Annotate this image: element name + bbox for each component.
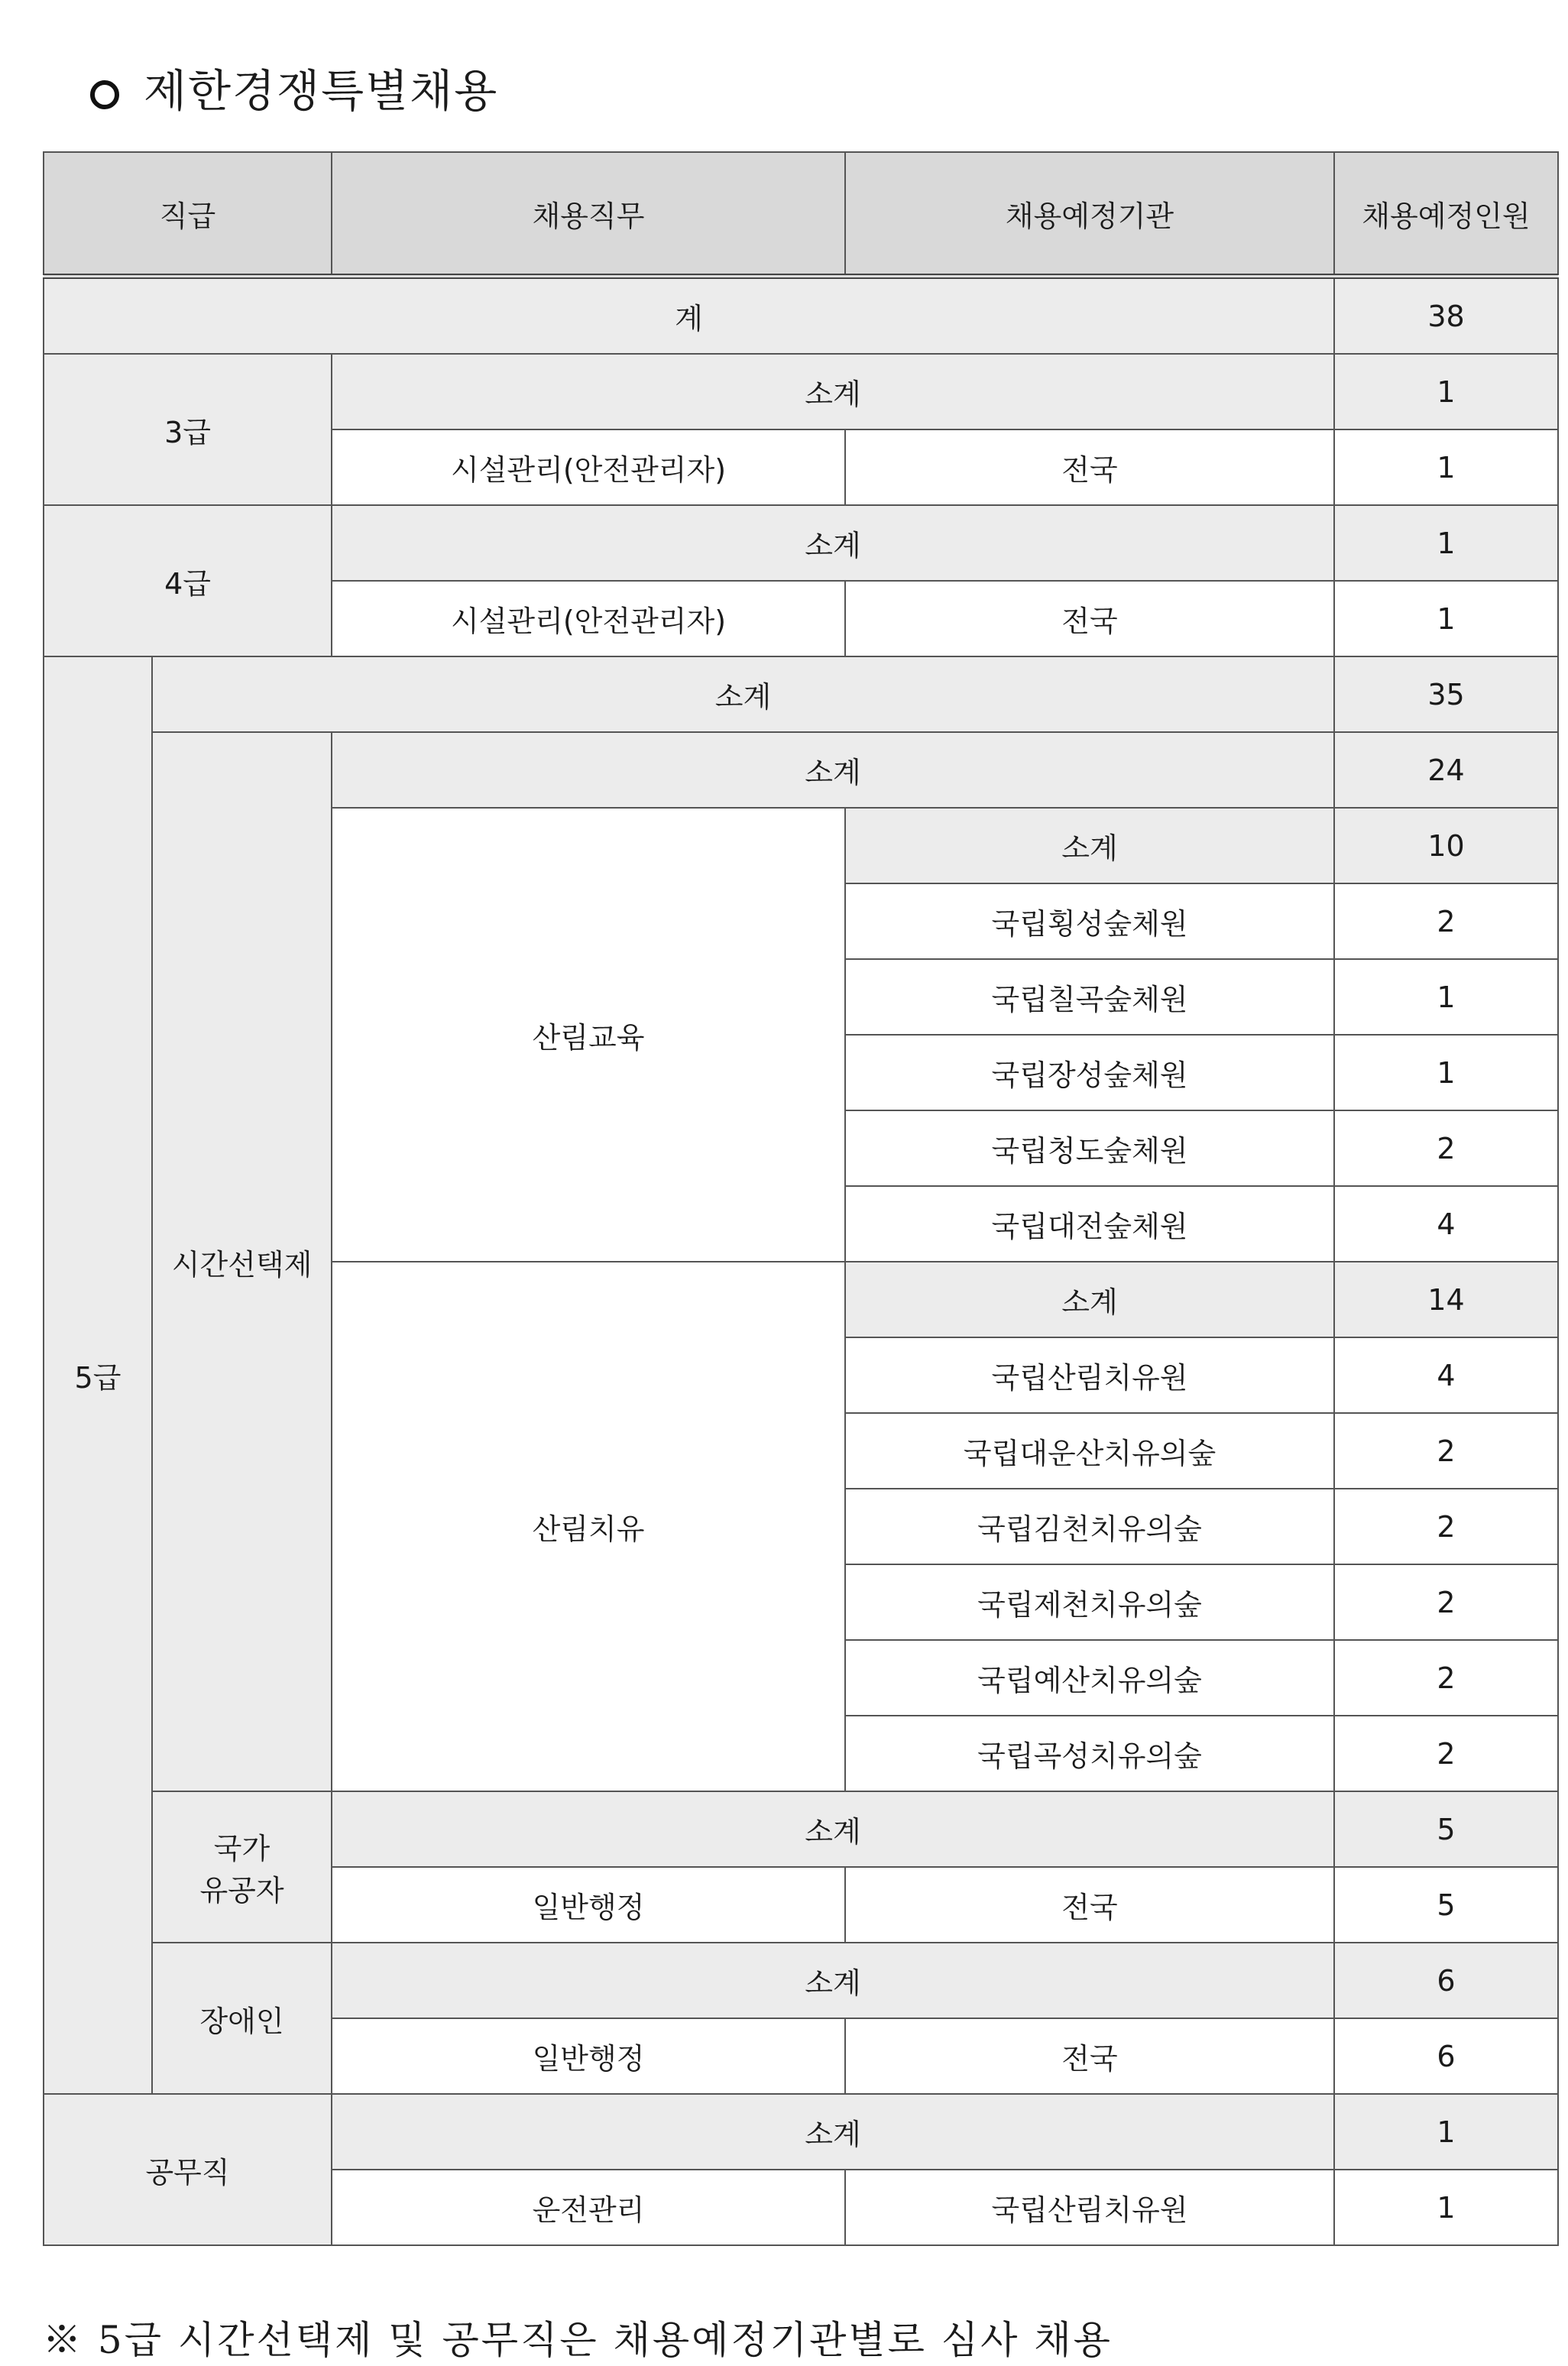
- section-heading: [90, 55, 498, 119]
- header-row: [44, 152, 1558, 277]
- count-cell: 2: [1334, 1716, 1558, 1791]
- disabled-label: 장애인: [152, 1943, 332, 2094]
- public-subtotal-row: [44, 2094, 1558, 2170]
- public-label: 공무직: [44, 2094, 332, 2245]
- count-cell: 2: [1334, 1564, 1558, 1640]
- grade3-subtotal: 1: [1334, 354, 1558, 429]
- count-cell: 1: [1334, 959, 1558, 1035]
- agency-cell: 국립장성숲체원: [845, 1035, 1334, 1110]
- public-duty: 운전관리: [332, 2170, 845, 2245]
- veteran-label: [152, 1791, 332, 1943]
- agency-cell: 국립칠곡숲체원: [845, 959, 1334, 1035]
- timeselect-subtotal-row: [44, 732, 1558, 808]
- grade3-duty: 시설관리(안전관리자): [332, 429, 845, 505]
- public-agency: 국립산림치유원: [845, 2170, 1334, 2245]
- public-count: 1: [1334, 2170, 1558, 2245]
- agency-cell: 국립김천치유의숲: [845, 1489, 1334, 1564]
- veteran-agency: 전국: [845, 1867, 1334, 1943]
- edu-duty: 산림교육: [332, 808, 845, 1262]
- count-cell: 2: [1334, 1640, 1558, 1716]
- timeselect-subtotal: 24: [1334, 732, 1558, 808]
- header-agency: 채용예정기관: [845, 152, 1334, 277]
- agency-cell: 국립청도숲체원: [845, 1110, 1334, 1186]
- grade4-agency: 전국: [845, 581, 1334, 656]
- disabled-subtotal-row: [44, 1943, 1558, 2018]
- heal-subtotal: 14: [1334, 1262, 1558, 1337]
- grade5-subtotal-label: 소계: [152, 656, 1334, 732]
- grade5-subtotal-row: [44, 656, 1558, 732]
- header-grade: 직급: [44, 152, 332, 277]
- agency-cell: 국립대전숲체원: [845, 1186, 1334, 1262]
- grade3-agency: 전국: [845, 429, 1334, 505]
- header-count: 채용예정인원: [1334, 152, 1558, 277]
- total-row: [44, 277, 1558, 355]
- timeselect-subtotal-label: 소계: [332, 732, 1334, 808]
- circle-bullet-icon: [90, 80, 119, 109]
- disabled-duty: 일반행정: [332, 2018, 845, 2094]
- grade3-subtotal-row: [44, 354, 1558, 429]
- edu-subtotal-label: 소계: [845, 808, 1334, 883]
- grade4-subtotal-row: [44, 505, 1558, 581]
- grade3-count: 1: [1334, 429, 1558, 505]
- public-subtotal-label: 소계: [332, 2094, 1334, 2170]
- count-cell: 2: [1334, 1489, 1558, 1564]
- count-cell: 2: [1334, 883, 1558, 959]
- disabled-subtotal-label: 소계: [332, 1943, 1334, 2018]
- heal-duty: 산림치유: [332, 1262, 845, 1791]
- count-cell: 4: [1334, 1337, 1558, 1413]
- grade4-count: 1: [1334, 581, 1558, 656]
- veteran-count: 5: [1334, 1867, 1558, 1943]
- count-cell: 4: [1334, 1186, 1558, 1262]
- agency-cell: 국립예산치유의숲: [845, 1640, 1334, 1716]
- disabled-count: 6: [1334, 2018, 1558, 2094]
- veteran-duty: 일반행정: [332, 1867, 845, 1943]
- grade5-subtotal: 35: [1334, 656, 1558, 732]
- grade5-label: 5급: [44, 656, 152, 2094]
- disabled-subtotal: 6: [1334, 1943, 1558, 2018]
- agency-cell: 국립산림치유원: [845, 1337, 1334, 1413]
- agency-cell: 국립횡성숲체원: [845, 883, 1334, 959]
- agency-cell: 국립곡성치유의숲: [845, 1716, 1334, 1791]
- veteran-subtotal-row: [44, 1791, 1558, 1867]
- grade3-subtotal-label: 소계: [332, 354, 1334, 429]
- disabled-agency: 전국: [845, 2018, 1334, 2094]
- agency-cell: 국립대운산치유의숲: [845, 1413, 1334, 1489]
- heal-subtotal-label: 소계: [845, 1262, 1334, 1337]
- heading-text: 제한경쟁특별채용: [144, 65, 499, 117]
- grade4-label: 4급: [44, 505, 332, 656]
- edu-subtotal: 10: [1334, 808, 1558, 883]
- total-count: 38: [1334, 277, 1558, 355]
- public-subtotal: 1: [1334, 2094, 1558, 2170]
- veteran-label-line1: 국가: [213, 1832, 271, 1865]
- count-cell: 2: [1334, 1413, 1558, 1489]
- recruitment-table: [43, 151, 1559, 2246]
- grade4-subtotal-label: 소계: [332, 505, 1334, 581]
- agency-cell: 국립제천치유의숲: [845, 1564, 1334, 1640]
- count-cell: 2: [1334, 1110, 1558, 1186]
- veteran-subtotal-label: 소계: [332, 1791, 1334, 1867]
- grade4-subtotal: 1: [1334, 505, 1558, 581]
- count-cell: 1: [1334, 1035, 1558, 1110]
- timeselect-label: 시간선택제: [152, 732, 332, 1791]
- veteran-label-line2: 유공자: [199, 1874, 284, 1907]
- grade3-label: 3급: [44, 354, 332, 505]
- total-label: 계: [44, 277, 1334, 355]
- veteran-subtotal: 5: [1334, 1791, 1558, 1867]
- header-duty: 채용직무: [332, 152, 845, 277]
- footnote: ※ 5급 시간선택제 및 공무직은 채용예정기관별로 심사 채용: [43, 2318, 1113, 2362]
- grade4-duty: 시설관리(안전관리자): [332, 581, 845, 656]
